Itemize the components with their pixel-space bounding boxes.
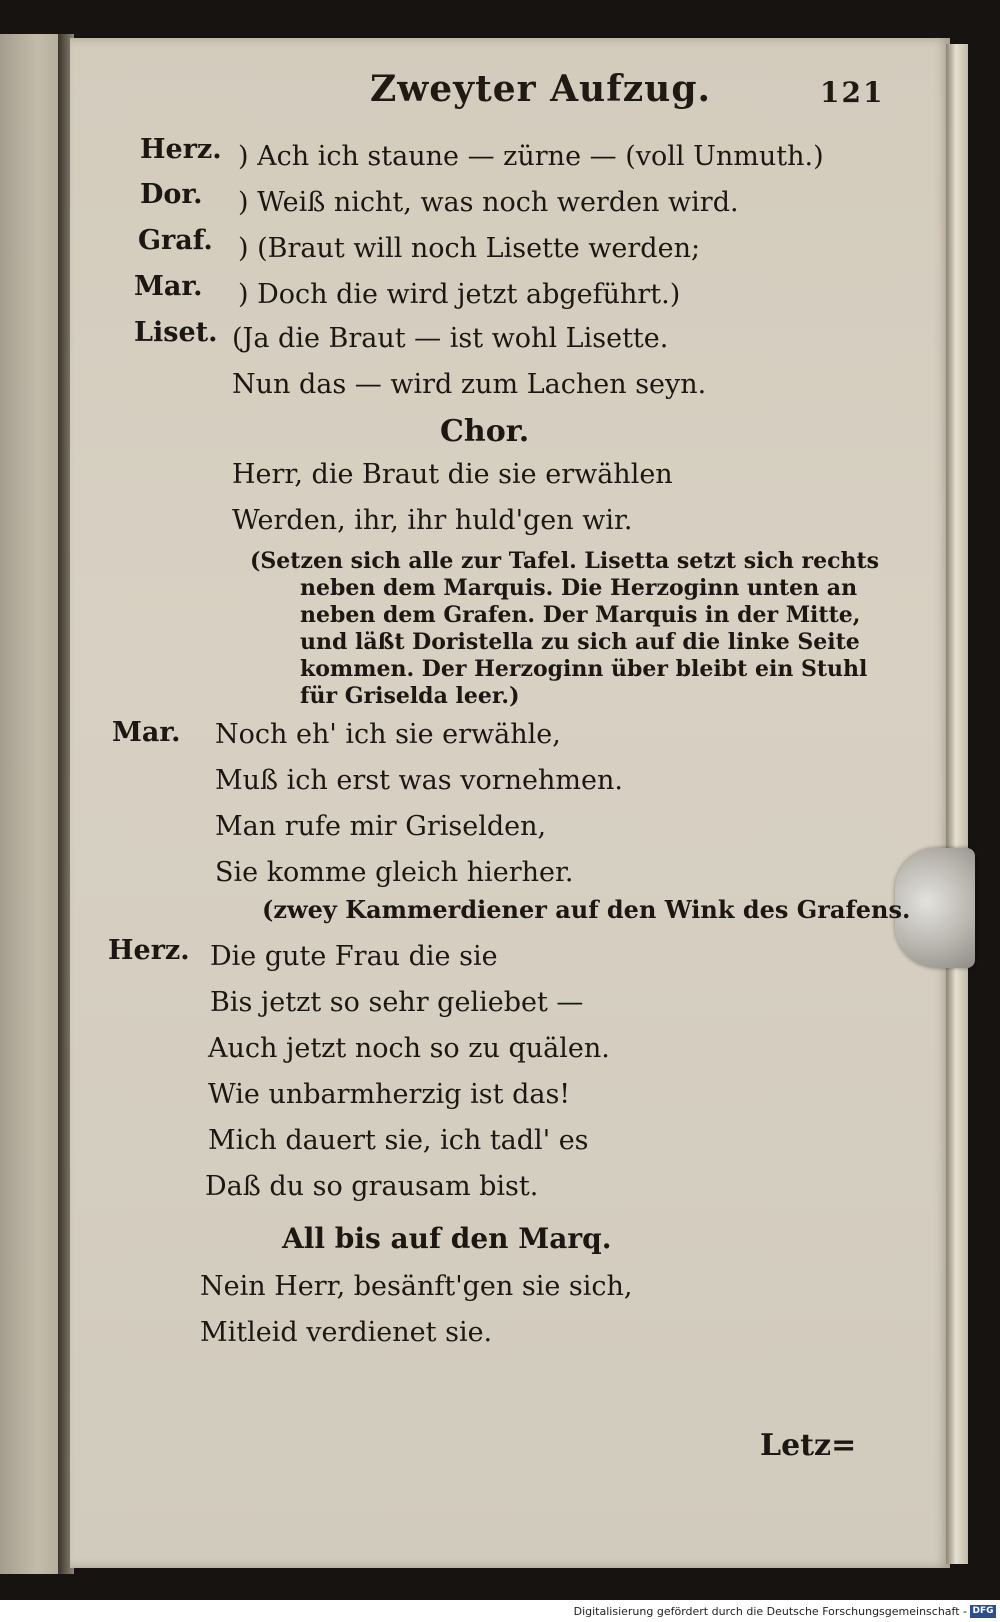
verse-line: ) Doch die wird jetzt abgeführt.)	[238, 279, 681, 310]
speaker-herz: Herz.	[108, 935, 190, 966]
verse-line: Daß du so grausam bist.	[205, 1171, 539, 1202]
speaker-herz: Herz.	[140, 134, 222, 165]
speaker-mar: Mar.	[112, 717, 181, 748]
footer-credit-bar	[0, 1600, 1000, 1622]
dfg-logo: DFG	[970, 1605, 996, 1618]
verse-line: Mich dauert sie, ich tadl' es	[208, 1125, 589, 1156]
stage-direction: (zwey Kammerdiener auf den Wink des Grafens.	[262, 895, 911, 924]
verse-line: Nein Herr, besänft'gen sie sich,	[200, 1271, 633, 1302]
speaker-graf: Graf.	[138, 225, 213, 256]
verse-line: ) Ach ich staune — zürne — (voll Unmuth.)	[238, 141, 824, 172]
all-heading: All bis auf den Marq.	[282, 1222, 612, 1255]
verse-line: Herr, die Braut die sie erwählen	[232, 459, 673, 490]
verse-line: Bis jetzt so sehr geliebet —	[210, 987, 584, 1018]
verse-line: Noch eh' ich sie erwähle,	[215, 719, 561, 750]
footer-credit: Digitalisierung gefördert durch die Deutsche Forschungsgemeinschaft -	[573, 1605, 967, 1618]
verse-line: Die gute Frau die sie	[210, 941, 498, 972]
verse-line: Nun das — wird zum Lachen seyn.	[232, 369, 707, 400]
page-header	[70, 68, 950, 118]
verse-line: Werden, ihr, ihr huld'gen wir.	[232, 505, 633, 536]
facing-page-edge	[0, 34, 62, 1574]
page-stack-edge	[946, 44, 968, 1564]
verse-line: Auch jetzt noch so zu quälen.	[208, 1033, 610, 1064]
verse-line: (Ja die Braut — ist wohl Lisette.	[232, 323, 669, 354]
verse-line: Muß ich erst was vornehmen.	[215, 765, 623, 796]
catchword: Letz=	[760, 1428, 857, 1463]
speaker-liset: Liset.	[134, 317, 218, 348]
verse-line: Mitleid verdienet sie.	[200, 1317, 493, 1348]
speaker-dor: Dor.	[140, 179, 203, 210]
page-number: 121	[820, 76, 885, 109]
verse-line: Sie komme gleich hierher.	[215, 857, 574, 888]
speaker-mar: Mar.	[134, 271, 203, 302]
verse-line: ) (Braut will noch Lisette werden;	[238, 233, 701, 264]
chor-heading: Chor.	[440, 414, 530, 449]
verse-line: Man rufe mir Griselden,	[215, 811, 547, 842]
stage-direction: (Setzen sich alle zur Tafel. Lisetta setzt sich rechts neben dem Marquis. Die Herzoginn unten an neben dem Grafen. Der Marquis in der Mitte, und läßt Doristella zu sich auf die linke Seite kommen. Der Herzoginn über bleibt ein Stuhl für Griselda leer.)	[250, 548, 880, 709]
running-head: Zweyter Aufzug.	[370, 68, 712, 110]
verse-line: ) Weiß nicht, was noch werden wird.	[238, 187, 739, 218]
verse-line: Wie unbarmherzig ist das!	[208, 1079, 571, 1110]
